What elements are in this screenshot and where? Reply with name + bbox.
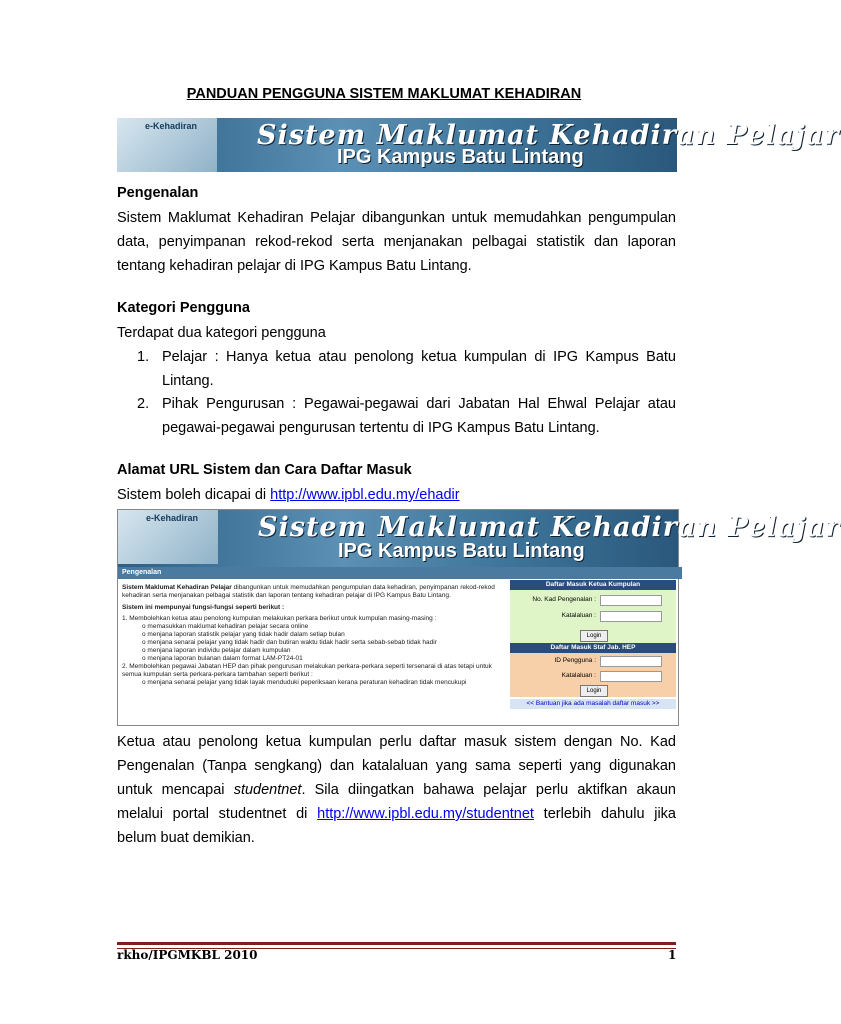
password-input[interactable] [600,671,662,682]
ic-label: No. Kad Pengenalan : [532,596,596,603]
ic-input[interactable] [600,595,662,606]
func-heading: Sistem ini mempunyai fungsi-fungsi seperti berikut : [122,604,285,611]
list-item [137,392,676,440]
login-button[interactable]: Login [580,685,608,697]
section-heading-pengenalan: Pengenalan [117,185,199,201]
help-link[interactable]: << Bantuan jika ada masalah daftar masuk >> [510,699,676,709]
login-text-2: . Sila diingatkan bahawa pelajar perlu aktifkan akaun melalui portal studentnet di [117,782,677,822]
list-number: 1. [137,349,150,365]
banner-title: Sistem Maklumat Kehadiran Pelajar [257,120,840,151]
system-screenshot [117,509,841,726]
section-heading-kategori: Kategori Pengguna [117,300,250,316]
footer-author: rkho/IPGMKBL 2010 [117,948,258,962]
func-item: 1. Membolehkan ketua atau penolong kumpulan melakukan perkara berikut untuk kumpulan masing-masing : [122,615,437,622]
panel-title: Daftar Masuk Ketua Kumpulan [510,580,676,590]
banner-subtitle: IPG Kampus Batu Lintang [337,146,584,168]
intro-rest: dibangunkan untuk memudahkan pengumpulan data kehadiran, penyimpanan rekod-rekod kehadiran serta menjanakan pelbagai statistik dan laporan tentang kehadiran pelajar di IPG Kampus Batu Lintang. [122,584,495,599]
document-title: PANDUAN PENGGUNA SISTEM MAKLUMAT KEHADIRAN [186,86,582,102]
func-subitem: o memasukkan maklumat kehadiran pelajar secara online [142,623,309,630]
intro-paragraph: Sistem Maklumat Kehadiran Pelajar dibangunkan untuk memudahkan pengumpulan data, penyimpanan rekod-rekod serta menjanakan pelbagai statistik dan laporan tentang kehadiran pelajar di IPG Kampus Batu Lintang. [117,210,676,274]
ehadir-link[interactable]: http://www.ipbl.edu.my/ehadir [270,487,460,503]
login-text-3: terlebih dahulu jika belum buat demikian. [117,806,676,846]
page-number: 1 [668,948,677,962]
banner-logo-text: e-Kehadiran [146,513,199,523]
password-row [510,671,676,683]
login-text: Ketua atau penolong ketua kumpulan perlu daftar masuk sistem dengan No. Kad Pengenalan (Tanpa sengkang) dan katalaluan yang sama seperti yang digunakan untuk mencapai [117,734,676,798]
login-panel-hep [510,643,676,697]
screenshot-banner [118,510,841,567]
banner-title: Sistem Maklumat Kehadiran Pelajar [258,512,841,543]
list-text: Pelajar : Hanya ketua atau penolong ketua kumpulan di IPG Kampus Batu Lintang. [162,349,676,389]
password-label: Katalaluan : [561,612,596,619]
password-input[interactable] [600,611,662,622]
id-input[interactable] [600,656,662,667]
id-label: ID Pengguna : [554,657,596,664]
url-intro [117,483,676,507]
password-label: Katalaluan : [561,672,596,679]
list-item [137,345,676,393]
login-paragraph [117,730,676,850]
panel-title: Daftar Masuk Staf Jab. HEP [510,643,676,653]
id-row [510,656,676,668]
func-subitem: o menjana senarai pelajar yang tidak hadir dan butiran waktu tidak hadir serta sebab-sebab tidak hadir [142,639,437,646]
ic-row [510,595,676,607]
intro-bold: Sistem Maklumat Kehadiran Pelajar [122,584,232,591]
url-intro-text: Sistem boleh dicapai di [117,487,271,503]
func-subitem: o menjana senarai pelajar yang tidak layak menduduki peperiksaan kerana peraturan kehadiran tidak mencukupi [142,679,467,686]
func-subitem: o menjana laporan individu pelajar dalam kumpulan [142,647,291,654]
login-panel-ketua [510,580,676,648]
password-row [510,611,676,623]
func-subitem: o menjana laporan bulanan dalam format LAM-PT24-01 [142,655,303,662]
screenshot-intro-text [122,584,507,687]
screenshot-menu-bar: Pengenalan [118,567,682,579]
list-number: 2. [137,396,150,412]
login-button[interactable]: Login [580,630,608,642]
panel-body [510,653,676,697]
list-text: Pihak Pengurusan : Pegawai-pegawai dari Jabatan Hal Ehwal Pelajar atau pegawai-pegawai pengurusan tertentu di IPG Kampus Batu Lintang. [162,396,676,436]
kategori-intro: Terdapat dua kategori pengguna [117,325,326,341]
studentnet-link[interactable]: http://www.ipbl.edu.my/studentnet [317,806,534,822]
studentnet-em: studentnet [233,782,302,798]
func-item: 2. Membolehkan pegawai Jabatan HEP dan pihak pengurusan melakukan perkara-perkara seperti tersenarai di atas tetapi untuk semua kumpulan serta perkara-perkara tambahan seperti berikut : [122,663,492,678]
panel-body [510,590,676,648]
func-subitem: o menjana laporan statistik pelajar yang tidak hadir dalam setiap bulan [142,631,345,638]
banner-subtitle: IPG Kampus Batu Lintang [338,540,585,562]
banner-image [117,118,840,172]
section-heading-url: Alamat URL Sistem dan Cara Daftar Masuk [117,462,412,478]
banner-logo-text: e-Kehadiran [145,121,198,131]
